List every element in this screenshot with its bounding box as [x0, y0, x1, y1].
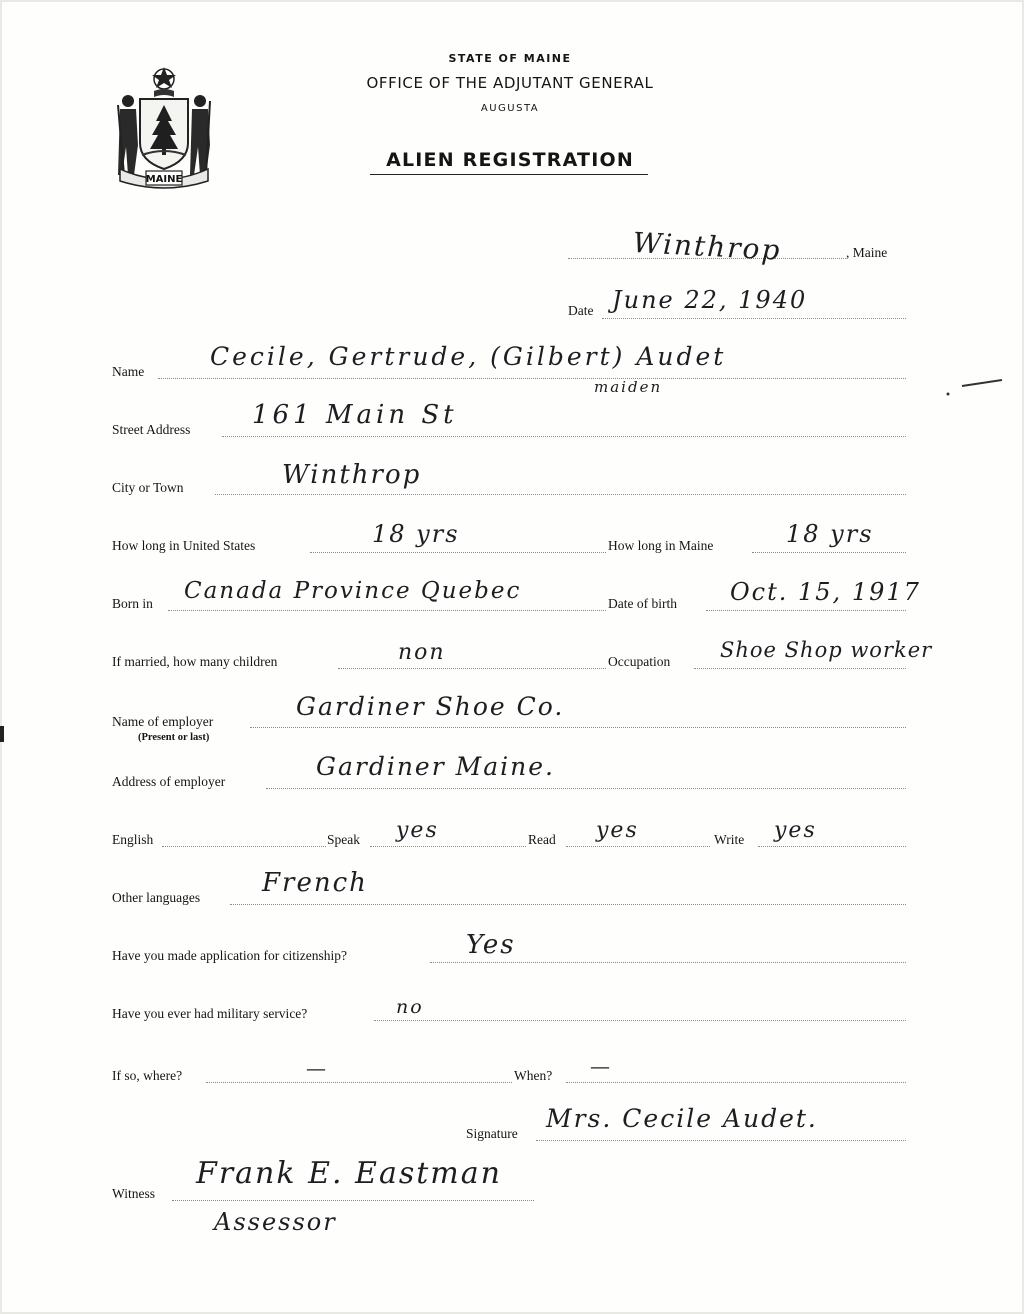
when-value: —: [590, 1054, 612, 1078]
header-office: OFFICE OF THE ADJUTANT GENERAL: [366, 74, 654, 92]
employer-sublabel: (Present or last): [138, 732, 210, 743]
write-value: yes: [774, 818, 817, 843]
name-maiden-note: maiden: [594, 378, 663, 396]
town-suffix: , Maine: [846, 245, 888, 260]
signature-value: Mrs. Cecile Audet.: [546, 1104, 818, 1133]
english-label: English: [112, 832, 154, 847]
date-value: June 22, 1940: [612, 286, 808, 314]
street-value: 161 Main St: [252, 400, 458, 430]
dob-line: [706, 610, 906, 611]
occupation-value: Shoe Shop worker: [720, 638, 933, 662]
maine-years-line: [752, 552, 906, 553]
us-years-value: 18 yrs: [372, 520, 460, 548]
name-line: [158, 378, 906, 379]
children-label: If married, how many children: [112, 654, 278, 669]
citizenship-value: Yes: [466, 930, 516, 960]
occupation-label: Occupation: [608, 654, 671, 669]
employer-line: [250, 727, 906, 728]
occupation-line: [694, 668, 906, 669]
us-years-label: How long in United States: [112, 538, 256, 553]
employer-address-label: Address of employer: [112, 774, 226, 789]
city-value: Winthrop: [282, 460, 422, 490]
employer-label: Name of employer: [112, 714, 214, 729]
military-line: [374, 1020, 906, 1021]
witness-value: Frank E. Eastman: [196, 1156, 502, 1191]
military-value: no: [396, 996, 424, 1018]
city-line: [215, 494, 906, 495]
write-line: [758, 846, 906, 847]
born-line: [168, 610, 606, 611]
read-line: [566, 846, 710, 847]
signature-line: [536, 1140, 906, 1141]
born-value: Canada Province Quebec: [184, 578, 522, 604]
header-state: STATE OF MAINE: [448, 52, 572, 65]
town-value: Winthrop: [632, 226, 783, 267]
edge-mark: [0, 726, 8, 746]
speak-value: yes: [396, 818, 439, 843]
maine-years-value: 18 yrs: [786, 520, 874, 548]
employer-value: Gardiner Shoe Co.: [296, 692, 565, 721]
where-value: —: [306, 1056, 328, 1080]
street-label: Street Address: [112, 422, 191, 437]
name-label: Name: [112, 364, 145, 379]
write-label: Write: [714, 832, 745, 847]
where-line: [206, 1082, 512, 1083]
read-value: yes: [596, 818, 639, 843]
children-value: non: [398, 640, 446, 665]
other-languages-value: French: [262, 868, 368, 898]
witness-line: [172, 1200, 534, 1201]
dob-label: Date of birth: [608, 596, 677, 611]
maine-years-label: How long in Maine: [608, 538, 714, 553]
witness-title: Assessor: [214, 1208, 337, 1236]
employer-address-line: [266, 788, 906, 789]
employer-address-value: Gardiner Maine.: [316, 752, 555, 781]
date-label: Date: [568, 303, 594, 318]
street-line: [222, 436, 906, 437]
speak-line: [370, 846, 526, 847]
speak-label: Speak: [327, 832, 360, 847]
title-underline: [370, 174, 648, 175]
where-label: If so, where?: [112, 1068, 183, 1083]
dob-value: Oct. 15, 1917: [730, 578, 921, 606]
citizenship-label: Have you made application for citizenship?: [112, 948, 348, 963]
other-languages-line: [230, 904, 906, 905]
city-label: City or Town: [112, 480, 184, 495]
header-city: AUGUSTA: [480, 103, 540, 114]
ink-mark: [940, 372, 1020, 402]
maine-state-seal-icon: [110, 65, 218, 190]
english-line: [162, 846, 326, 847]
name-value: Cecile, Gertrude, (Gilbert) Audet: [210, 342, 727, 371]
read-label: Read: [528, 832, 556, 847]
date-line: [602, 318, 906, 319]
born-label: Born in: [112, 596, 153, 611]
other-languages-label: Other languages: [112, 890, 201, 905]
when-line: [566, 1082, 906, 1083]
witness-label: Witness: [112, 1186, 155, 1201]
us-years-line: [310, 552, 606, 553]
signature-label: Signature: [466, 1126, 518, 1141]
seal-banner-text: MAINE: [145, 174, 183, 185]
citizenship-line: [430, 962, 906, 963]
military-label: Have you ever had military service?: [112, 1006, 308, 1021]
form-title: ALIEN REGISTRATION: [386, 149, 634, 171]
children-line: [338, 668, 606, 669]
when-label: When?: [514, 1068, 553, 1083]
